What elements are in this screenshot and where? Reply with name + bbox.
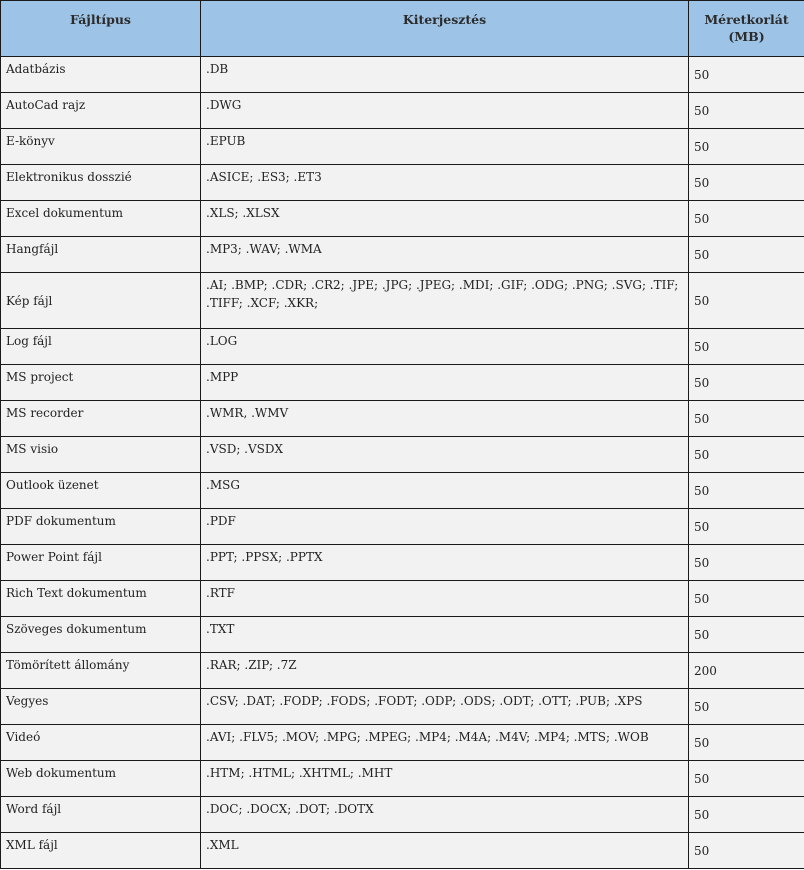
extension-cell: .AVI; .FLV5; .MOV; .MPG; .MPEG; .MP4; .M4A; .M4V; .MP4; .MTS; .WOB — [201, 725, 689, 761]
table-row — [1, 273, 804, 329]
size-limit-cell: 50 — [689, 93, 804, 129]
table-row — [1, 725, 804, 761]
size-limit-cell: 50 — [689, 329, 804, 365]
table-row — [1, 437, 804, 473]
extension-cell: .MSG — [201, 473, 689, 509]
file-type-cell: Web dokumentum — [1, 761, 201, 797]
file-type-cell: MS project — [1, 365, 201, 401]
table-row — [1, 473, 804, 509]
size-limit-cell: 50 — [689, 401, 804, 437]
extension-cell: .VSD; .VSDX — [201, 437, 689, 473]
table-row — [1, 761, 804, 797]
size-limit-cell: 50 — [689, 129, 804, 165]
size-limit-cell: 50 — [689, 165, 804, 201]
size-limit-cell: 50 — [689, 437, 804, 473]
table-row — [1, 653, 804, 689]
header-file-type: Fájltípus — [1, 1, 201, 57]
extension-cell: .CSV; .DAT; .FODP; .FODS; .FODT; .ODP; .ODS; .ODT; .OTT; .PUB; .XPS — [201, 689, 689, 725]
file-type-cell: PDF dokumentum — [1, 509, 201, 545]
size-limit-cell: 50 — [689, 57, 804, 93]
file-type-cell: Word fájl — [1, 797, 201, 833]
table-row — [1, 365, 804, 401]
file-type-cell: AutoCad rajz — [1, 93, 201, 129]
file-type-cell: Excel dokumentum — [1, 201, 201, 237]
table-row — [1, 129, 804, 165]
extension-cell: .ASICE; .ES3; .ET3 — [201, 165, 689, 201]
table-row — [1, 57, 804, 93]
extension-cell: .RTF — [201, 581, 689, 617]
table-row — [1, 617, 804, 653]
size-limit-cell: 50 — [689, 797, 804, 833]
extension-cell: .EPUB — [201, 129, 689, 165]
file-type-cell: Log fájl — [1, 329, 201, 365]
size-limit-cell: 50 — [689, 689, 804, 725]
table-row — [1, 545, 804, 581]
table-row — [1, 93, 804, 129]
header-row — [1, 1, 804, 57]
file-type-cell: Hangfájl — [1, 237, 201, 273]
size-limit-cell: 50 — [689, 473, 804, 509]
extension-cell: .PDF — [201, 509, 689, 545]
table-row — [1, 581, 804, 617]
extension-cell: .DOC; .DOCX; .DOT; .DOTX — [201, 797, 689, 833]
file-type-cell: Kép fájl — [1, 273, 201, 329]
extension-cell: .DB — [201, 57, 689, 93]
file-type-cell: MS visio — [1, 437, 201, 473]
table-row — [1, 509, 804, 545]
size-limit-cell: 50 — [689, 201, 804, 237]
extension-cell: .PPT; .PPSX; .PPTX — [201, 545, 689, 581]
file-type-cell: Outlook üzenet — [1, 473, 201, 509]
extension-cell: .HTM; .HTML; .XHTML; .MHT — [201, 761, 689, 797]
extension-cell: .XLS; .XLSX — [201, 201, 689, 237]
size-limit-cell: 50 — [689, 581, 804, 617]
extension-cell: .TXT — [201, 617, 689, 653]
file-type-cell: Vegyes — [1, 689, 201, 725]
extension-cell: .DWG — [201, 93, 689, 129]
table-row — [1, 833, 804, 869]
size-limit-cell: 50 — [689, 761, 804, 797]
file-type-cell: Adatbázis — [1, 57, 201, 93]
size-limit-cell: 50 — [689, 725, 804, 761]
extension-cell: .XML — [201, 833, 689, 869]
file-type-cell: Videó — [1, 725, 201, 761]
size-limit-cell: 50 — [689, 617, 804, 653]
size-limit-cell: 50 — [689, 833, 804, 869]
extension-cell: .LOG — [201, 329, 689, 365]
size-limit-cell: 200 — [689, 653, 804, 689]
extension-cell: .AI; .BMP; .CDR; .CR2; .JPE; .JPG; .JPEG; .MDI; .GIF; .ODG; .PNG; .SVG; .TIF; .TIFF; .XCF; .XKR; — [201, 273, 689, 329]
size-limit-cell: 50 — [689, 273, 804, 329]
table-body — [1, 57, 804, 869]
file-type-cell: Power Point fájl — [1, 545, 201, 581]
table-row — [1, 201, 804, 237]
table-row — [1, 165, 804, 201]
size-limit-cell: 50 — [689, 237, 804, 273]
extension-cell: .WMR, .WMV — [201, 401, 689, 437]
file-type-cell: Elektronikus dosszié — [1, 165, 201, 201]
table-row — [1, 329, 804, 365]
table-row — [1, 401, 804, 437]
file-type-cell: MS recorder — [1, 401, 201, 437]
table-row — [1, 797, 804, 833]
file-type-cell: E-könyv — [1, 129, 201, 165]
table-row — [1, 689, 804, 725]
file-type-cell: Rich Text dokumentum — [1, 581, 201, 617]
size-limit-cell: 50 — [689, 365, 804, 401]
extension-cell: .MPP — [201, 365, 689, 401]
table-row — [1, 237, 804, 273]
header-size-limit: Méretkorlát (MB) — [689, 1, 804, 57]
header-extension: Kiterjesztés — [201, 1, 689, 57]
extension-cell: .MP3; .WAV; .WMA — [201, 237, 689, 273]
file-type-cell: Szöveges dokumentum — [1, 617, 201, 653]
file-type-cell: Tömörített állomány — [1, 653, 201, 689]
file-type-cell: XML fájl — [1, 833, 201, 869]
size-limit-cell: 50 — [689, 509, 804, 545]
extension-cell: .RAR; .ZIP; .7Z — [201, 653, 689, 689]
size-limit-cell: 50 — [689, 545, 804, 581]
table-header — [1, 1, 804, 57]
